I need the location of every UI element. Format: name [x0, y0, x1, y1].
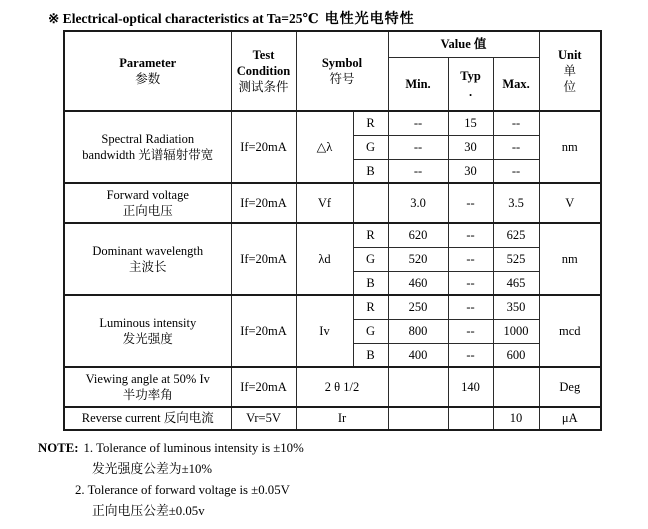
viewing-condition: If=20mA [231, 367, 296, 407]
forward-min: 3.0 [388, 183, 448, 223]
section-title-zh: 电性光电特性 [324, 11, 415, 27]
note-line-4: 正向电压公差±0.05v [92, 504, 205, 518]
col-header-unit-zh1: 单 [563, 63, 577, 78]
spectral-g-typ: 30 [448, 135, 493, 159]
row-dominant-r [64, 223, 601, 247]
note-1-en: 1. Tolerance of luminous intensity is ±10% [83, 441, 304, 455]
section-title [48, 8, 415, 28]
dominant-symbol: λd [296, 223, 353, 295]
spectral-symbol: △λ [296, 111, 353, 183]
viewing-name-en: Viewing angle at 50% Iv [85, 371, 210, 386]
reverse-condition: Vr=5V [231, 407, 296, 430]
reverse-max: 10 [493, 407, 539, 430]
dominant-g-max: 525 [493, 247, 539, 271]
forward-name-en: Forward voltage [106, 187, 189, 202]
luminous-channel-g: G [353, 319, 388, 343]
dominant-g-min: 520 [388, 247, 448, 271]
col-header-parameter [64, 31, 231, 111]
col-header-symbol-zh: 符号 [329, 72, 355, 86]
dominant-b-max: 465 [493, 271, 539, 295]
luminous-g-max: 1000 [493, 319, 539, 343]
reverse-unit: μA [539, 407, 601, 430]
luminous-r-max: 350 [493, 295, 539, 319]
row-spectral-r [64, 111, 601, 135]
luminous-channel-b: B [353, 343, 388, 367]
luminous-b-typ: -- [448, 343, 493, 367]
dominant-parameter [64, 223, 231, 295]
spectral-g-min: -- [388, 135, 448, 159]
forward-condition: If=20mA [231, 183, 296, 223]
row-reverse-current [64, 407, 601, 430]
spectral-r-typ: 15 [448, 111, 493, 135]
luminous-g-typ: -- [448, 319, 493, 343]
spectral-b-max: -- [493, 159, 539, 183]
notes-block [38, 438, 304, 522]
col-header-condition: Condition [236, 63, 291, 78]
col-header-parameter-zh: 参数 [135, 72, 161, 86]
luminous-unit: mcd [539, 295, 601, 367]
viewing-min [388, 367, 448, 407]
spectral-b-typ: 30 [448, 159, 493, 183]
luminous-symbol: Iv [296, 295, 353, 367]
col-header-unit [539, 31, 601, 111]
note-line-2: 发光强度公差为±10% [92, 462, 213, 476]
viewing-symbol: 2 θ 1/2 [296, 367, 388, 407]
forward-parameter [64, 183, 231, 223]
reverse-parameter: Reverse current 反向电流 [64, 407, 231, 430]
dominant-channel-b: B [353, 271, 388, 295]
col-header-parameter-en: Parameter [119, 55, 177, 70]
col-header-typ [448, 57, 493, 111]
spectral-r-max: -- [493, 111, 539, 135]
forward-unit: V [539, 183, 601, 223]
dominant-name-en: Dominant wavelength [92, 243, 204, 258]
dominant-name-zh: 主波长 [128, 260, 167, 274]
dominant-condition: If=20mA [231, 223, 296, 295]
spectral-channel-g: G [353, 135, 388, 159]
reverse-typ [448, 407, 493, 430]
luminous-name-zh: 发光强度 [122, 332, 173, 346]
dominant-r-typ: -- [448, 223, 493, 247]
dominant-b-min: 460 [388, 271, 448, 295]
spectral-name-en: Spectral Radiation [101, 131, 195, 146]
dominant-r-max: 625 [493, 223, 539, 247]
spectral-unit: nm [539, 111, 601, 183]
row-luminous-r [64, 295, 601, 319]
viewing-parameter [64, 367, 231, 407]
spectral-g-max: -- [493, 135, 539, 159]
note-label: NOTE: [38, 441, 79, 455]
header-row-1 [64, 31, 601, 57]
spectral-channel-r: R [353, 111, 388, 135]
col-header-typ-l2: . [468, 84, 473, 99]
luminous-r-min: 250 [388, 295, 448, 319]
viewing-name-zh: 半功率角 [122, 388, 173, 402]
col-header-min: Min. [388, 57, 448, 111]
spectral-name-zh: bandwidth 光谱辐射带宽 [82, 148, 214, 162]
row-viewing-angle [64, 367, 601, 407]
luminous-parameter [64, 295, 231, 367]
row-forward-voltage [64, 183, 601, 223]
spectral-r-min: -- [388, 111, 448, 135]
luminous-condition: If=20mA [231, 295, 296, 367]
forward-name-zh: 正向电压 [122, 204, 173, 218]
col-header-unit-zh2: 位 [563, 80, 577, 95]
forward-max: 3.5 [493, 183, 539, 223]
forward-typ: -- [448, 183, 493, 223]
col-header-symbol-en: Symbol [321, 55, 363, 70]
luminous-b-max: 600 [493, 343, 539, 367]
forward-symbol: Vf [296, 183, 353, 223]
dominant-g-typ: -- [448, 247, 493, 271]
spectral-condition: If=20mA [231, 111, 296, 183]
col-header-test-condition-zh: 测试条件 [238, 80, 289, 95]
dominant-channel-g: G [353, 247, 388, 271]
col-header-symbol [296, 31, 388, 111]
dominant-r-min: 620 [388, 223, 448, 247]
spectral-b-min: -- [388, 159, 448, 183]
luminous-g-min: 800 [388, 319, 448, 343]
viewing-max [493, 367, 539, 407]
col-header-max: Max. [493, 57, 539, 111]
viewing-typ: 140 [448, 367, 493, 407]
dominant-b-typ: -- [448, 271, 493, 295]
col-header-test-condition [231, 31, 296, 111]
dominant-unit: nm [539, 223, 601, 295]
luminous-r-typ: -- [448, 295, 493, 319]
col-header-typ-l1: Typ [460, 68, 481, 83]
dominant-channel-r: R [353, 223, 388, 247]
note-line-1 [38, 438, 304, 459]
characteristics-table [63, 30, 602, 431]
col-header-test: Test [252, 47, 275, 62]
reverse-min [388, 407, 448, 430]
spectral-channel-b: B [353, 159, 388, 183]
forward-channel-blank [353, 183, 388, 223]
col-header-unit-en: Unit [557, 47, 582, 62]
luminous-name-en: Luminous intensity [99, 315, 197, 330]
viewing-unit: Deg [539, 367, 601, 407]
note-line-3: 2. Tolerance of forward voltage is ±0.05V [75, 483, 290, 497]
col-header-value: Value 值 [388, 31, 539, 57]
luminous-channel-r: R [353, 295, 388, 319]
reverse-symbol: Ir [296, 407, 388, 430]
section-title-en: ※ Electrical-optical characteristics at Ta=25℃ [48, 11, 319, 26]
spectral-parameter [64, 111, 231, 183]
luminous-b-min: 400 [388, 343, 448, 367]
